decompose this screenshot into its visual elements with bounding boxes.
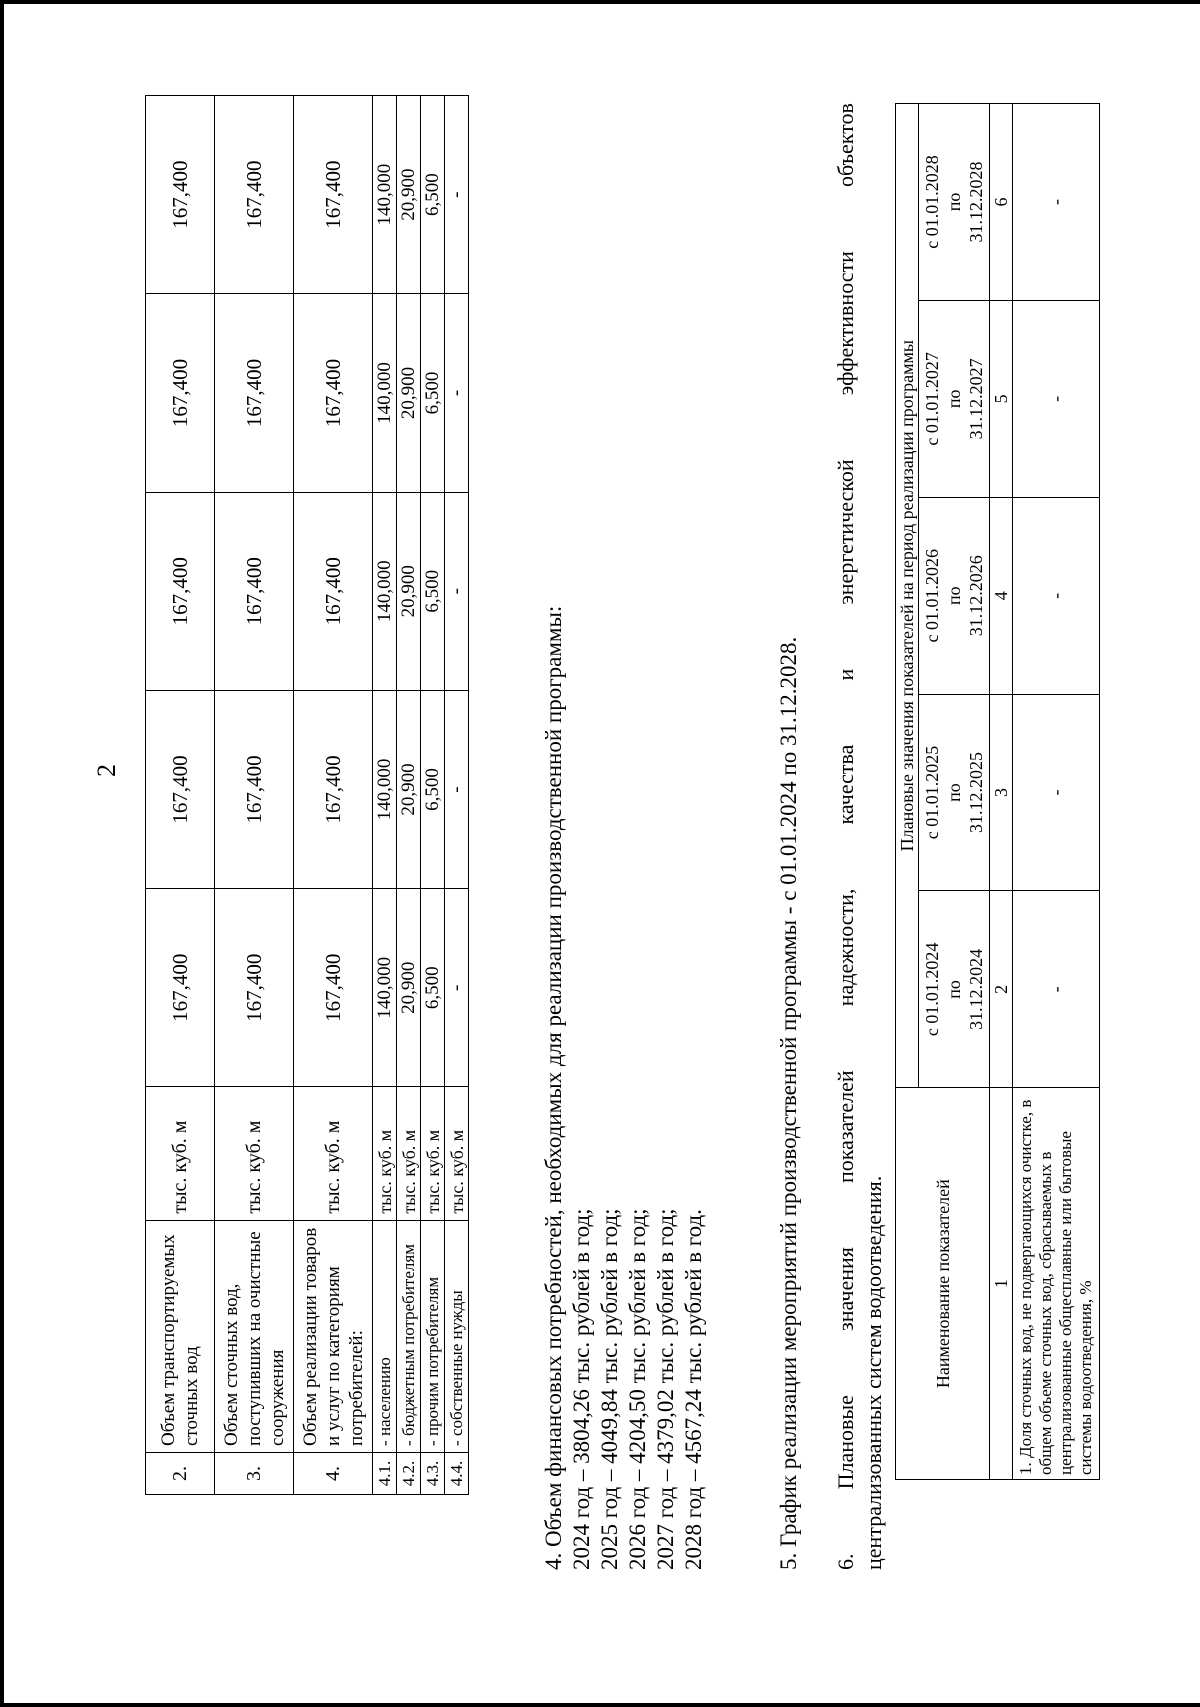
heading-word: и [833,668,858,681]
table-header-row [896,104,919,1480]
value-cell: 167,400 [215,294,294,492]
indicators-heading-line [832,103,860,1570]
table-row [445,96,469,1495]
row-name: Объем реализации товаров и услуг по категориям потребителей: [294,1220,373,1452]
row-unit: тыс. куб. м [373,1087,397,1220]
production-volume-table [145,95,469,1495]
financial-needs-heading: 4. Объем финансовых потребностей, необходимых для реализации производственной программы: [541,605,566,1570]
value-cell: 167,400 [146,889,215,1087]
row-name: - собственные нужды [445,1220,469,1452]
list-item: 2024 год – 3804,26 тыс. рублей в год; [569,1208,594,1570]
row-name: - населению [373,1220,397,1452]
row-number: 2. [146,1452,215,1494]
value-cell: - [1013,694,1100,891]
column-number-row [990,104,1013,1480]
value-cell: 20,900 [397,889,421,1087]
table-row [397,96,421,1495]
table-row [373,96,397,1495]
value-cell: 167,400 [294,690,373,888]
value-cell: 167,400 [294,294,373,492]
row-unit: тыс. куб. м [146,1087,215,1220]
schedule-section: 5. График реализации мероприятий производственной программы - с 01.01.2024 по 31.12.2028. [776,636,801,1570]
period-header: с 01.01.2028 по 31.12.2028 [919,104,990,301]
value-cell: 140,000 [373,690,397,888]
column-number: 4 [990,497,1013,694]
list-item: 2028 год – 4567,24 тыс. рублей в год. [681,1209,706,1570]
value-cell: - [1013,891,1100,1088]
indicators-table [895,103,1100,1480]
heading-word: значения [833,1247,858,1331]
heading-word: энергетической [833,459,858,605]
value-cell: 20,900 [397,96,421,294]
row-number: 4.1. [373,1452,397,1494]
value-cell: 140,000 [373,96,397,294]
value-cell: 140,000 [373,492,397,690]
row-unit: тыс. куб. м [421,1087,445,1220]
value-cell: 20,900 [397,294,421,492]
row-unit: тыс. куб. м [215,1087,294,1220]
heading-word: объектов [833,103,858,187]
indicators-heading-line-2: централизованных систем водоотведения. [861,1175,886,1570]
period-header: с 01.01.2024 по 31.12.2024 [919,891,990,1088]
value-cell: 6,500 [421,690,445,888]
value-cell: - [1013,104,1100,301]
value-cell: 167,400 [215,492,294,690]
column-number: 1 [990,1088,1013,1480]
heading-word: Плановые [833,1395,858,1490]
row-name: - бюджетным потребителям [397,1220,421,1452]
list-item: 2026 год – 4204,50 тыс. рублей в год; [625,1208,650,1570]
value-cell: - [445,96,469,294]
value-cell: 167,400 [294,492,373,690]
heading-word: эффективности [833,251,858,396]
row-name: Объем сточных вод, поступивших на очистные сооружения [215,1220,294,1452]
value-cell: 167,400 [294,889,373,1087]
row-unit: тыс. куб. м [294,1087,373,1220]
value-cell: 167,400 [146,294,215,492]
row-number: 4.4. [445,1452,469,1494]
period-header: с 01.01.2025 по 31.12.2025 [919,694,990,891]
value-cell: 20,900 [397,492,421,690]
value-cell: 167,400 [294,96,373,294]
row-name: Объем транспортируемых сточных вод [146,1220,215,1452]
value-cell: 6,500 [421,294,445,492]
value-cell: 167,400 [146,690,215,888]
value-cell: 140,000 [373,294,397,492]
value-cell: - [445,690,469,888]
row-number: 4. [294,1452,373,1494]
value-cell: - [445,294,469,492]
row-number: 4.3. [421,1452,445,1494]
column-number: 6 [990,104,1013,301]
financial-needs-section [540,420,708,1570]
value-cell: - [445,492,469,690]
value-cell: 167,400 [146,492,215,690]
period-header: с 01.01.2027 по 31.12.2027 [919,300,990,497]
value-cell: 6,500 [421,96,445,294]
heading-word: 6. [833,1553,858,1570]
row-name: - прочим потребителям [421,1220,445,1452]
indicators-section [832,103,888,1570]
value-cell: 20,900 [397,690,421,888]
row-number: 4.2. [397,1452,421,1494]
list-item: 2027 год – 4379,02 тыс. рублей в год; [653,1208,678,1570]
value-cell: 140,000 [373,889,397,1087]
value-cell: - [1013,497,1100,694]
value-cell: - [1013,300,1100,497]
heading-word: показателей [833,1070,858,1184]
value-cell: 6,500 [421,492,445,690]
value-cell: 6,500 [421,889,445,1087]
value-cell: 167,400 [215,690,294,888]
indicator-name: 1. Доля сточных вод, не подвергающихся очистке, в общем объеме сточных вод, сбрасываемых в централизованные общесплавные или бытовые системы водоотведения, % [1013,1088,1100,1480]
heading-word: надежности, [833,888,858,1007]
planned-values-header: Плановые значения показателей на период реализации программы [896,104,919,1088]
list-item: 2025 год – 4049,84 тыс. рублей в год; [597,1208,622,1570]
table-row [215,96,294,1495]
period-header: с 01.01.2026 по 31.12.2026 [919,497,990,694]
value-cell: 167,400 [215,889,294,1087]
column-number: 5 [990,300,1013,497]
row-number: 3. [215,1452,294,1494]
table-row [1013,104,1100,1480]
row-unit: тыс. куб. м [445,1087,469,1220]
financial-needs-list [568,420,708,1570]
value-cell: - [445,889,469,1087]
indicator-name-header: Наименование показателей [896,1088,990,1480]
heading-word: качества [833,744,858,825]
value-cell: 167,400 [215,96,294,294]
row-unit: тыс. куб. м [397,1087,421,1220]
value-cell: 167,400 [146,96,215,294]
table-row [421,96,445,1495]
table-row [146,96,215,1495]
table-row [294,96,373,1495]
page-number: 2 [92,764,121,777]
column-number: 2 [990,891,1013,1088]
column-number: 3 [990,694,1013,891]
